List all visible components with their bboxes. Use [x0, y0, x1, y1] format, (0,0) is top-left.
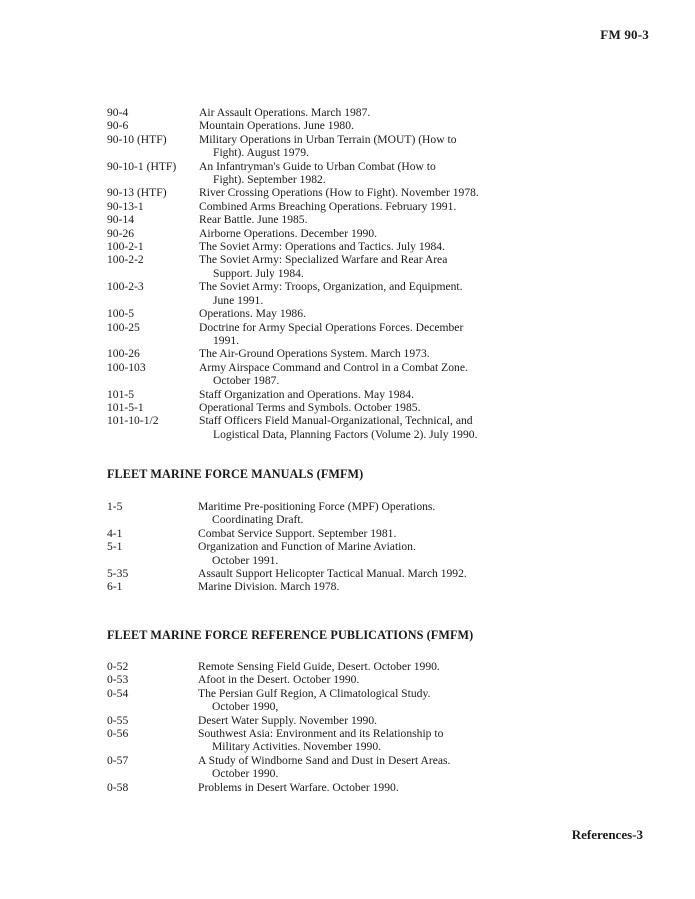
reference-entry — [107, 160, 527, 187]
reference-title — [198, 714, 527, 727]
reference-title-line: Staff Organization and Operations. May 1984. — [199, 387, 414, 401]
reference-title — [199, 200, 527, 213]
reference-title-continuation: Coordinating Draft. — [212, 513, 304, 527]
reference-title — [199, 388, 527, 401]
reference-title-line: Desert Water Supply. November 1990. — [198, 713, 378, 727]
reference-code: 0-53 — [107, 673, 129, 687]
reference-code: 90-13-1 — [107, 199, 144, 213]
reference-title-continuation: Fight). August 1979. — [213, 146, 309, 160]
reference-code: 6-1 — [107, 580, 123, 594]
reference-code: 100-2-3 — [107, 280, 144, 294]
reference-title-line: Marine Division. March 1978. — [198, 580, 340, 594]
reference-title — [198, 540, 527, 567]
reference-title-continuation: Military Activities. November 1990. — [212, 740, 382, 754]
reference-code: 90-10 (HTF) — [107, 132, 167, 146]
reference-title-line: Mountain Operations. June 1980. — [199, 119, 354, 133]
reference-title-line: Operations. May 1986. — [199, 307, 306, 321]
reference-title — [199, 240, 527, 253]
reference-title — [198, 673, 527, 686]
reference-title-line: The Soviet Army: Operations and Tactics. July 1984. — [199, 240, 445, 254]
reference-code: 0-58 — [107, 780, 129, 794]
reference-title — [199, 160, 527, 187]
reference-title-line: Staff Officers Field Manual-Organizational, Technical, and — [199, 414, 473, 428]
reference-title-line: The Persian Gulf Region, A Climatological Study. — [198, 686, 431, 700]
reference-title-line: Maritime Pre-positioning Force (MPF) Operations. — [198, 500, 436, 513]
reference-code: 90-13 (HTF) — [107, 186, 167, 200]
reference-entry — [107, 253, 527, 280]
reference-title-continuation: October 1991. — [212, 553, 279, 567]
reference-title-line: An Infantryman's Guide to Urban Combat (How to — [199, 159, 436, 173]
reference-title-line: Combat Service Support. September 1981. — [198, 526, 397, 540]
reference-title-line: Operational Terms and Symbols. October 1985. — [199, 400, 421, 414]
reference-title — [198, 660, 527, 673]
reference-title — [199, 186, 527, 199]
reference-entry — [107, 527, 527, 540]
reference-code: 5-35 — [107, 567, 129, 581]
reference-title — [198, 727, 527, 754]
reference-title-line: Combined Arms Breaching Operations. February 1991. — [199, 199, 457, 213]
reference-entry — [107, 347, 527, 360]
reference-title — [198, 567, 527, 580]
reference-title-line: Army Airspace Command and Control in a Combat Zone. — [199, 360, 468, 374]
reference-title-continuation: June 1991. — [213, 293, 264, 307]
fmfm-list — [107, 500, 527, 594]
reference-title-line: Organization and Function of Marine Aviation. — [198, 540, 416, 554]
reference-title-line: Southwest Asia: Environment and its Relationship to — [198, 727, 444, 741]
reference-title — [199, 119, 527, 132]
reference-title — [199, 253, 527, 280]
reference-code: 0-52 — [107, 660, 129, 673]
reference-code: 100-103 — [107, 360, 146, 374]
reference-title — [198, 500, 527, 527]
reference-entry — [107, 119, 527, 132]
reference-title — [199, 347, 527, 360]
reference-code: 4-1 — [107, 526, 123, 540]
document-id: FM 90-3 — [600, 27, 649, 42]
reference-entry — [107, 660, 527, 673]
reference-title — [199, 321, 527, 348]
army-manuals-list — [107, 106, 527, 441]
reference-title-continuation: October 1990, — [212, 700, 279, 714]
reference-title-line: Doctrine for Army Special Operations Forces. December — [199, 320, 464, 334]
reference-title — [198, 580, 527, 593]
reference-code: 101-10-1/2 — [107, 414, 159, 428]
reference-entry — [107, 687, 527, 714]
reference-title — [199, 361, 527, 388]
reference-entry — [107, 388, 527, 401]
reference-title — [198, 687, 527, 714]
reference-title-continuation: Fight). September 1982. — [213, 173, 326, 187]
reference-title-continuation: October 1990. — [212, 767, 279, 781]
reference-title-line: Rear Battle. June 1985. — [199, 213, 308, 227]
reference-entry — [107, 754, 527, 781]
reference-title-line: Remote Sensing Field Guide, Desert. October 1990. — [198, 660, 440, 673]
reference-entry — [107, 240, 527, 253]
reference-code: 0-54 — [107, 686, 129, 700]
reference-title — [198, 527, 527, 540]
reference-entry — [107, 307, 527, 320]
fmfm-heading: FLEET MARINE FORCE MANUALS (FMFM) — [107, 467, 364, 481]
reference-title — [198, 754, 527, 781]
reference-code: 100-2-1 — [107, 240, 144, 254]
reference-title — [199, 213, 527, 226]
reference-title-line: Afoot in the Desert. October 1990. — [198, 673, 360, 687]
reference-code: 100-26 — [107, 347, 140, 361]
reference-title — [198, 781, 527, 794]
reference-title-line: Problems in Desert Warfare. October 1990. — [198, 780, 399, 794]
reference-entry — [107, 727, 527, 754]
reference-code: 90-4 — [107, 106, 129, 119]
reference-code: 101-5-1 — [107, 400, 144, 414]
reference-entry — [107, 186, 527, 199]
reference-title-line: The Soviet Army: Specialized Warfare and Rear Area — [199, 253, 448, 267]
reference-entry — [107, 714, 527, 727]
reference-entry — [107, 414, 527, 441]
reference-code: 90-14 — [107, 213, 135, 227]
reference-title — [199, 401, 527, 414]
reference-code: 5-1 — [107, 540, 123, 554]
reference-code: 1-5 — [107, 500, 123, 513]
reference-title — [199, 414, 527, 441]
fmfrp-heading: FLEET MARINE FORCE REFERENCE PUBLICATIONS (FMFM) — [107, 628, 474, 642]
reference-title-line: Military Operations in Urban Terrain (MOUT) (How to — [199, 132, 457, 146]
reference-entry — [107, 321, 527, 348]
reference-code: 100-2-2 — [107, 253, 144, 267]
reference-code: 100-25 — [107, 320, 140, 334]
reference-title-line: The Soviet Army: Troops, Organization, and Equipment. — [199, 280, 463, 294]
reference-entry — [107, 540, 527, 567]
reference-code: 0-57 — [107, 753, 129, 767]
reference-title-continuation: October 1987. — [213, 374, 280, 388]
reference-entry — [107, 401, 527, 414]
reference-title-line: Airborne Operations. December 1990. — [199, 226, 378, 240]
reference-title — [199, 307, 527, 320]
reference-code: 90-26 — [107, 226, 135, 240]
fmfrp-list — [107, 660, 527, 794]
reference-title-continuation: 1991. — [213, 333, 240, 347]
reference-entry — [107, 673, 527, 686]
reference-title-line: Assault Support Helicopter Tactical Manual. March 1992. — [198, 567, 467, 581]
reference-title-continuation: Support. July 1984. — [213, 266, 304, 280]
reference-title — [199, 106, 527, 119]
reference-code: 101-5 — [107, 387, 135, 401]
reference-entry — [107, 361, 527, 388]
reference-title-line: Air Assault Operations. March 1987. — [199, 106, 371, 119]
reference-entry — [107, 500, 527, 527]
reference-entry — [107, 781, 527, 794]
reference-entry — [107, 106, 527, 119]
reference-entry — [107, 280, 527, 307]
reference-entry — [107, 567, 527, 580]
reference-code: 90-10-1 (HTF) — [107, 159, 177, 173]
reference-code: 100-5 — [107, 307, 135, 321]
reference-title-line: River Crossing Operations (How to Fight). November 1978. — [199, 186, 479, 200]
reference-title — [199, 227, 527, 240]
reference-entry — [107, 200, 527, 213]
reference-title-line: A Study of Windborne Sand and Dust in Desert Areas. — [198, 753, 451, 767]
reference-title — [199, 133, 527, 160]
reference-entry — [107, 580, 527, 593]
page-label: References-3 — [571, 827, 643, 842]
reference-entry — [107, 213, 527, 226]
reference-entry — [107, 133, 527, 160]
reference-code: 0-55 — [107, 713, 129, 727]
reference-title — [199, 280, 527, 307]
reference-entry — [107, 227, 527, 240]
reference-code: 0-56 — [107, 727, 129, 741]
reference-code: 90-6 — [107, 119, 129, 133]
reference-title-continuation: Logistical Data, Planning Factors (Volume 2). July 1990. — [213, 427, 478, 441]
reference-title-line: The Air-Ground Operations System. March 1973. — [199, 347, 430, 361]
